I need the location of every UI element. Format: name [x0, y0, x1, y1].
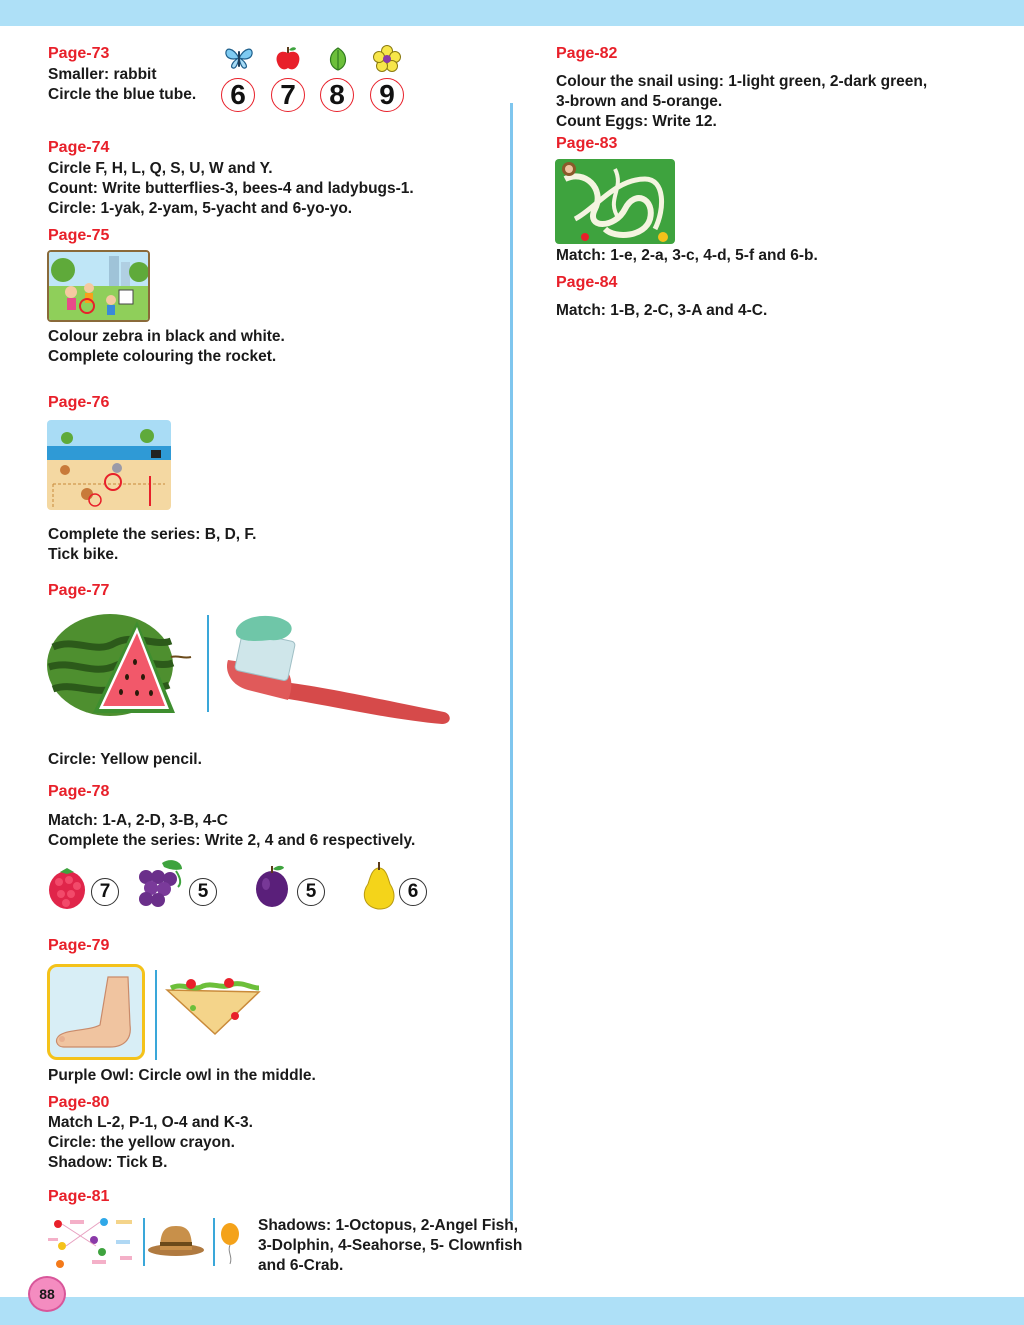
leaf-icon — [326, 46, 350, 72]
page-77-heading: Page-77 — [48, 582, 110, 599]
separator-line — [155, 970, 157, 1060]
page-78-line-2: Complete the series: Write 2, 4 and 6 respectively. — [48, 832, 416, 849]
page-75-line-2: Complete colouring the rocket. — [48, 348, 277, 365]
bottom-band — [0, 1297, 1024, 1325]
page-82-line-3: Count Eggs: Write 12. — [556, 113, 717, 130]
page-82-line-2: 3-brown and 5-orange. — [556, 93, 723, 110]
plum-icon — [252, 862, 292, 908]
page-84-heading: Page-84 — [556, 274, 618, 291]
beach-scene-image — [47, 420, 171, 510]
answer-circle-grapes: 5 — [189, 878, 217, 906]
answer-circle-raspberry: 7 — [91, 878, 119, 906]
toothbrush-image — [222, 612, 454, 726]
page-79-line-1: Purple Owl: Circle owl in the middle. — [48, 1067, 316, 1084]
answer-circle-4: 9 — [370, 78, 404, 112]
watermelon-image — [45, 607, 195, 733]
page-76-line-1: Complete the series: B, D, F. — [48, 526, 257, 543]
page-84-line-1: Match: 1-B, 2-C, 3-A and 4-C. — [556, 302, 768, 319]
page-81-line-3: and 6-Crab. — [258, 1257, 344, 1274]
page-74-line-2: Count: Write butterflies-3, bees-4 and ladybugs-1. — [48, 180, 414, 197]
page-82-heading: Page-82 — [556, 45, 618, 62]
page-83-line-1: Match: 1-e, 2-a, 3-c, 4-d, 5-f and 6-b. — [556, 247, 818, 264]
page-76-heading: Page-76 — [48, 394, 110, 411]
separator-line — [207, 615, 209, 712]
colour-matching-image — [46, 1216, 138, 1268]
sandwich-image — [163, 978, 263, 1040]
raspberry-icon — [46, 864, 88, 910]
hat-image — [146, 1222, 206, 1258]
page-74-line-1: Circle F, H, L, Q, S, U, W and Y. — [48, 160, 273, 177]
page-75-heading: Page-75 — [48, 227, 110, 244]
page-78-line-1: Match: 1-A, 2-D, 3-B, 4-C — [48, 812, 228, 829]
top-band — [0, 0, 1024, 26]
page-81-heading: Page-81 — [48, 1188, 110, 1205]
apple-icon — [274, 46, 302, 72]
grapes-icon — [136, 857, 186, 911]
page-76-line-2: Tick bike. — [48, 546, 119, 563]
answer-circle-pear: 6 — [399, 878, 427, 906]
answer-circle-2: 7 — [271, 78, 305, 112]
column-divider — [510, 103, 513, 1221]
page-80-line-1: Match L-2, P-1, O-4 and K-3. — [48, 1114, 253, 1131]
page-82-line-1: Colour the snail using: 1-light green, 2-dark green, — [556, 73, 928, 90]
page-81-line-2: 3-Dolphin, 4-Seahorse, 5- Clownfish — [258, 1237, 523, 1254]
page-73-line-2: Circle the blue tube. — [48, 86, 197, 103]
page-77-line-1: Circle: Yellow pencil. — [48, 751, 202, 768]
separator-line — [213, 1218, 215, 1266]
balloon-image — [218, 1222, 242, 1266]
page-81-line-1: Shadows: 1-Octopus, 2-Angel Fish, — [258, 1217, 519, 1234]
page-74-line-3: Circle: 1-yak, 2-yam, 5-yacht and 6-yo-yo. — [48, 200, 353, 217]
maze-image — [555, 159, 675, 244]
page-78-heading: Page-78 — [48, 783, 110, 800]
page-83-heading: Page-83 — [556, 135, 618, 152]
page-73-heading: Page-73 — [48, 45, 110, 62]
page-75-line-1: Colour zebra in black and white. — [48, 328, 285, 345]
page-number-badge: 88 — [28, 1276, 66, 1312]
page-74-heading: Page-74 — [48, 139, 110, 156]
page-80-line-2: Circle: the yellow crayon. — [48, 1134, 235, 1151]
pear-icon — [358, 862, 400, 912]
foot-image — [47, 964, 145, 1060]
butterfly-icon — [223, 45, 255, 71]
playground-scene-image — [47, 250, 150, 322]
flower-icon — [373, 45, 401, 73]
page-79-heading: Page-79 — [48, 937, 110, 954]
answer-circle-3: 8 — [320, 78, 354, 112]
page-80-line-3: Shadow: Tick B. — [48, 1154, 168, 1171]
answer-circle-1: 6 — [221, 78, 255, 112]
separator-line — [143, 1218, 145, 1266]
answer-circle-plum: 5 — [297, 878, 325, 906]
page-73-line-1: Smaller: rabbit — [48, 66, 157, 83]
page-80-heading: Page-80 — [48, 1094, 110, 1111]
